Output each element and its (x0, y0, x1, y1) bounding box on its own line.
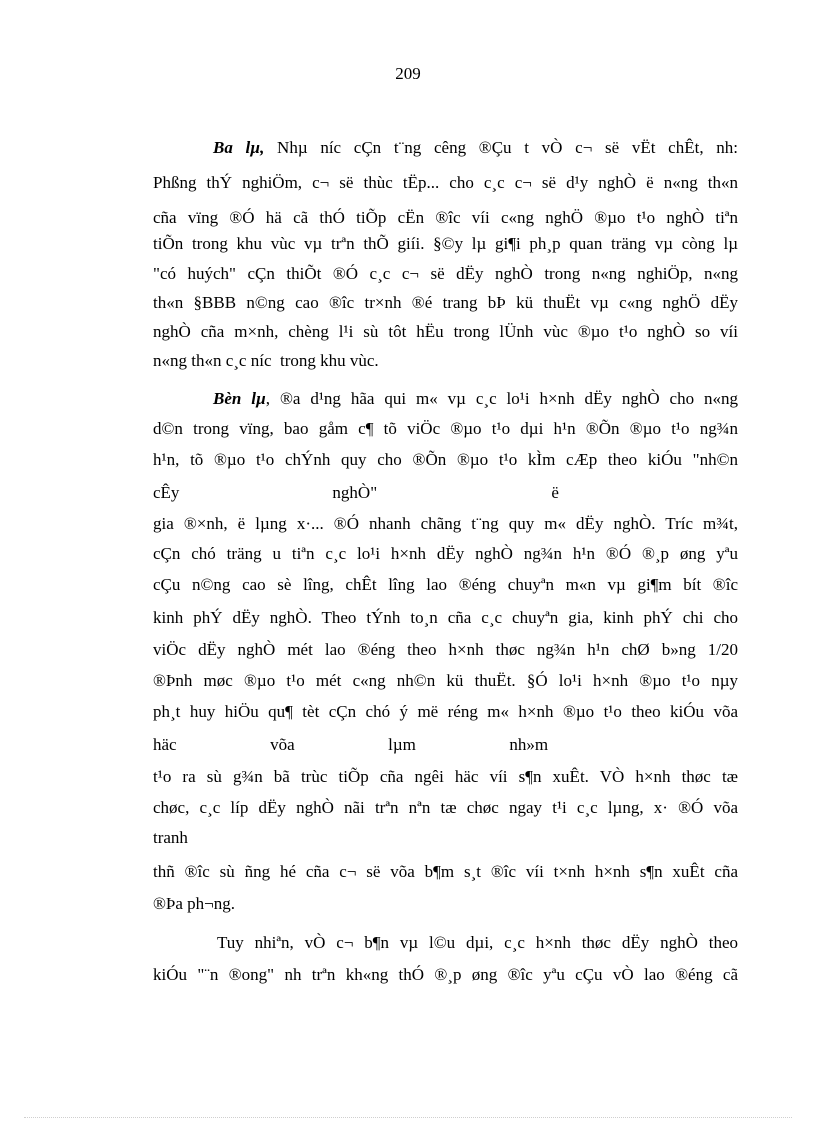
paragraph-line: t¹o ra sù g¾n bã trùc tiÕp cña ngêi häc víi s¶n xuÊt. VÒ h×nh thøc tæ (153, 767, 738, 786)
paragraph-line: Ba lµ, Nhµ níc cÇn t¨ng cêng ®Çu t vÒ c¬ së vËt chÊt, nh: (213, 138, 739, 157)
paragraph-line: cÇu n©ng cao sè lîng, chÊt lîng lao ®éng chuyªn m«n vµ gi¶m bít ®îc (153, 575, 738, 594)
paragraph-line: ph¸t huy hiÖu qu¶ tèt cÇn chó ý më réng m« h×nh ®µo t¹o theo kiÓu võa (153, 702, 738, 721)
paragraph-line: n«ng th«n c¸c níc trong khu vùc. (153, 351, 379, 370)
paragraph-line: ®Þa ph¬ng. (153, 894, 236, 913)
paragraph-line: kinh phÝ dËy nghÒ. Theo tÝnh to¸n cña c¸c chuyªn gia, kinh phÝ chi cho (153, 608, 738, 627)
paragraph-line: viÖc dËy nghÒ mét lao ®éng theo h×nh thøc ng¾n h¹n chØ b»ng 1/20 (153, 640, 738, 659)
paragraph-line: kiÓu "¨n ®ong" nh trªn kh«ng thÓ ®¸p øng ®îc yªu cÇu vÒ lao ®éng cã (153, 965, 738, 984)
paragraph-line: Tuy nhiªn, vÒ c¬ b¶n vµ l©u dµi, c¸c h×nh thøc dËy nghÒ theo (217, 933, 738, 952)
page-number: 209 (395, 64, 421, 83)
paragraph-line: cÇn chó träng u tiªn c¸c lo¹i h×nh dËy nghÒ ng¾n h¹n ®Ó ®¸p øng yªu (153, 544, 738, 563)
paragraph-line: Phßng thÝ nghiÖm, c¬ së thùc tËp... cho c¸c c¬ së d¹y nghÒ ë n«ng th«n (153, 173, 738, 192)
paragraph-line: nghÒ cña m×nh, chèng l¹i sù tôt hËu trong lÜnh vùc ®µo t¹o nghÒ so víi (153, 322, 738, 341)
paragraph-line: Bèn lµ, ®a d¹ng hãa qui m« vµ c¸c lo¹i h×nh dËy nghÒ cho n«ng (213, 389, 738, 408)
paragraph-line: th«n §BBB n©ng cao ®îc tr×nh ®é trang bÞ kü thuËt vµ c«ng nghÖ dËy (153, 293, 738, 312)
paragraph-line: thñ ®îc sù ñng hé cña c¬ së võa b¶m s¸t ®îc víi t×nh h×nh s¶n xuÊt cña (153, 862, 738, 881)
paragraph-line: gia ®×nh, ë lµng x·... ®Ó nhanh chãng t¨ng quy m« dËy nghÒ. Tríc m¾t, (153, 514, 738, 533)
paragraph-line: d©n trong vïng, bao gåm c¶ tõ viÖc ®µo t¹o dµi h¹n ®Õn ®µo t¹o ng¾n (153, 419, 738, 438)
page-bottom-rule (24, 1117, 792, 1118)
paragraph-line: "có huých" cÇn thiÕt ®Ó c¸c c¬ së dËy nghÒ trong n«ng nghiÖp, n«ng (153, 264, 738, 283)
paragraph-line: cña vïng ®Ó hä cã thÓ tiÕp cËn ®îc víi c«ng nghÖ ®µo t¹o nghÒ tiªn (153, 208, 738, 227)
paragraph-line: h¹n, tõ ®µo t¹o chÝnh quy cho ®Õn ®µo t¹o kÌm cÆp theo kiÓu "nh©n (153, 450, 738, 469)
paragraph-line: chøc, c¸c líp dËy nghÒ nãi trªn nªn tæ chøc ngay t¹i c¸c lµng, x· ®Ó võa (153, 798, 738, 817)
paragraph-line: häc võa lµm nh»m (153, 735, 549, 754)
paragraph-line: cÊy nghÒ" ë (153, 483, 559, 502)
paragraph-line: ®Þnh møc ®µo t¹o mét c«ng nh©n kü thuËt. §Ó lo¹i h×nh ®µo t¹o nµy (153, 671, 738, 690)
paragraph-lead: Bèn lµ (213, 389, 266, 408)
paragraph-line: tranh (153, 828, 188, 847)
paragraph-lead: Ba lµ, (213, 138, 265, 157)
paragraph-line: tiÕn trong khu vùc vµ trªn thÕ giíi. §©y lµ gi¶i ph¸p quan träng vµ còng lµ (153, 234, 738, 253)
